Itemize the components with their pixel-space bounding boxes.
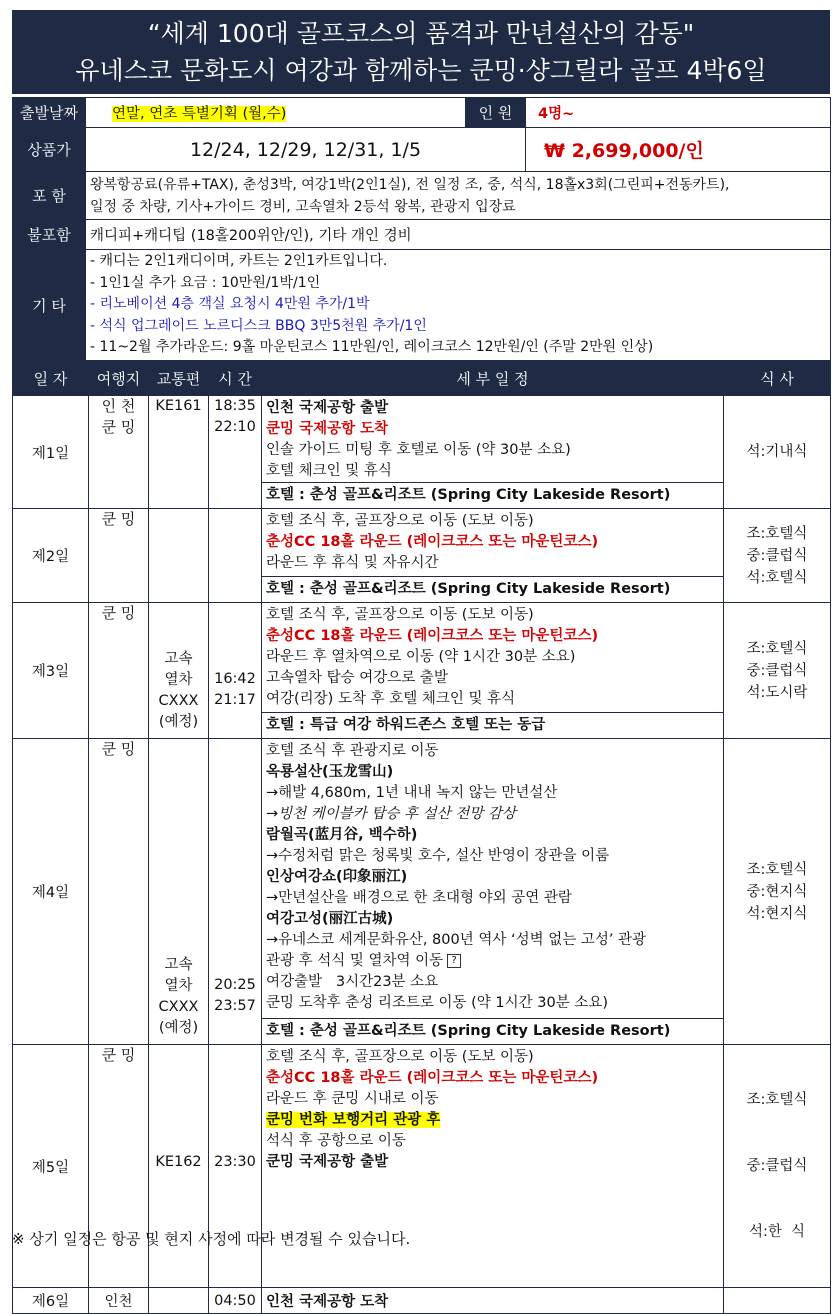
meal: 중:클럽식 xyxy=(746,547,808,564)
detail-line: 인천 국제공항 도착 xyxy=(262,1288,724,1314)
etc-line: - 리노베이션 4층 객실 요청시 4만원 추가/1박 xyxy=(90,296,370,313)
transport: KE161 xyxy=(155,398,202,414)
schedule-table xyxy=(12,361,831,1314)
include-line-1: 왕복항공료(유류+TAX), 춘성3박, 여강1박(2인1실), 전 일정 조, 중, 석식, 18홀x3회(그린피+전동카트), xyxy=(90,176,730,193)
day-row xyxy=(13,1288,831,1314)
time: 22:10 xyxy=(214,419,256,435)
meal: 조:호텔식 xyxy=(746,640,808,657)
meal: 석:한 식 xyxy=(748,1224,806,1240)
departure-label: 출발날짜 xyxy=(13,98,86,128)
detail-line: 여강고성(丽江古城) xyxy=(266,911,394,927)
day-label: 제5일 xyxy=(13,1045,89,1288)
detail-line: →수정처럼 맑은 청록빛 호수, 설산 반영이 장관을 이룸 xyxy=(266,848,610,864)
departure-dates: 12/24, 12/29, 12/31, 1/5 xyxy=(86,128,526,172)
meal: 석:호텔식 xyxy=(746,569,808,586)
include-label: 포 함 xyxy=(13,172,86,220)
time: 04:50 xyxy=(209,1288,262,1314)
place: 인천 xyxy=(89,1288,149,1314)
day-row xyxy=(13,1045,831,1288)
detail-line: 호텔 조식 후, 골프장으로 이동 (도보 이동) xyxy=(266,513,534,529)
place: 인 천 xyxy=(101,397,136,415)
day-row xyxy=(13,739,831,1045)
hotel-line: 호텔 : 특급 여강 하워드존스 호텔 또는 동급 xyxy=(262,712,723,737)
detail-line: 라운드 후 열차역으로 이동 (약 1시간 30분 소요) xyxy=(266,649,576,665)
title-line-1: “세계 100대 골프코스의 품격과 만년설산의 감동" xyxy=(147,19,695,48)
detail-line: 인솔 가이드 미팅 후 호텔로 이동 (약 30분 소요) xyxy=(266,442,571,458)
place: 쿤 밍 xyxy=(101,740,136,758)
include-line-2: 일정 중 차량, 기사+가이드 경비, 고속열차 2등석 왕복, 관광지 입장료 xyxy=(90,198,516,215)
place: 쿤 밍 xyxy=(101,604,136,622)
etc-line: - 캐디는 2인1캐디이며, 카트는 2인1카트입니다. xyxy=(90,253,388,270)
title-line-2: 유네스코 문화도시 여강과 함께하는 쿤밍·샹그릴라 골프 4박6일 xyxy=(75,56,767,85)
header-time: 시 간 xyxy=(209,362,262,396)
transport: CXXX xyxy=(158,693,199,709)
time: 23:57 xyxy=(214,998,256,1014)
detail-line: 호텔 조식 후, 골프장으로 이동 (도보 이동) xyxy=(266,607,534,623)
meal: 석:도시락 xyxy=(746,684,808,701)
etc-line: - 석식 업그레이드 노르디스크 BBQ 3만5천원 추가/1인 xyxy=(90,317,427,334)
meal: 중:현지식 xyxy=(746,883,808,900)
detail-line: 인상여강쇼(印象丽江) xyxy=(266,869,408,885)
detail-line: 라운드 후 휴식 및 자유시간 xyxy=(266,555,439,571)
hotel-line: 호텔 : 춘성 골프&리조트 (Spring City Lakeside Resort) xyxy=(262,1018,723,1043)
etc-line: - 11~2월 추가라운드: 9홀 마운틴코스 11만원/인, 레이크코스 12만원/인 (주말 2만원 인상) xyxy=(90,339,654,356)
meal: 조:호텔식 xyxy=(746,525,808,542)
detail-line: 쿤밍 국제공항 도착 xyxy=(266,421,389,437)
meal: 중:클럽식 xyxy=(746,1158,808,1174)
detail-line: 람월곡(蓝月谷, 백수하) xyxy=(266,827,418,843)
meal: 조:호텔식 xyxy=(746,1092,808,1108)
schedule-header-row xyxy=(13,362,831,396)
day-label: 제1일 xyxy=(13,396,89,509)
detail-line: 춘성CC 18홀 라운드 (레이크코스 또는 마운틴코스) xyxy=(266,628,599,644)
transport: KE162 xyxy=(155,1154,202,1170)
day-label: 제6일 xyxy=(13,1288,89,1314)
day-label: 제3일 xyxy=(13,603,89,739)
day-row xyxy=(13,396,831,509)
hotel-line: 호텔 : 춘성 골프&리조트 (Spring City Lakeside Resort) xyxy=(262,576,723,601)
pax-label: 인 원 xyxy=(466,98,526,128)
detail-line: 춘성CC 18홀 라운드 (레이크코스 또는 마운틴코스) xyxy=(266,534,599,550)
detail-line: 쿤밍 도착후 춘성 리조트로 이동 (약 1시간 30분 소요) xyxy=(266,995,608,1011)
detail-line: 호텔 체크인 및 휴식 xyxy=(266,463,392,479)
exclude-value: 캐디피+캐디팁 (18홀200위안/인), 기타 개인 경비 xyxy=(86,220,831,250)
header-details: 세 부 일 정 xyxy=(262,362,724,396)
meal: 석:현지식 xyxy=(746,905,808,922)
etc-line: - 1인1실 추가 요금 : 10만원/1박/1인 xyxy=(90,274,321,291)
time: 23:30 xyxy=(214,1154,256,1170)
detail-line: 옥룡설산(玉龙雪山) xyxy=(266,764,394,780)
detail-line: 쿤밍 번화 보행거리 관광 후 xyxy=(266,1112,441,1128)
transport: 열차 xyxy=(164,978,193,994)
day-row xyxy=(13,509,831,603)
transport: CXXX xyxy=(158,999,199,1015)
product-price-label: 상품가 xyxy=(13,128,86,172)
detail-line: 춘성CC 18홀 라운드 (레이크코스 또는 마운틴코스) xyxy=(266,1070,599,1086)
detail-line: →해발 4,680m, 1년 내내 녹지 않는 만년설산 xyxy=(266,785,558,801)
place: 쿤 밍 xyxy=(101,1046,136,1064)
header-meals: 식 사 xyxy=(724,362,831,396)
time: 18:35 xyxy=(214,398,256,414)
detail-line: 호텔 조식 후, 골프장으로 이동 (도보 이동) xyxy=(266,1049,534,1065)
detail-line: 관광 후 석식 및 열차역 이동 xyxy=(266,953,444,969)
transport: 열차 xyxy=(164,672,193,688)
detail-line: 여강출발 3시간23분 소요 xyxy=(266,974,439,990)
hotel-line: 호텔 : 춘성 골프&리조트 (Spring City Lakeside Resort) xyxy=(262,482,723,507)
detail-line: →유네스코 세계문화유산, 800년 역사 ‘성벽 없는 고성’ 관광 xyxy=(266,932,647,948)
day-label: 제2일 xyxy=(13,509,89,603)
transport: (예정) xyxy=(158,1020,199,1036)
time: 21:17 xyxy=(214,692,256,708)
detail-line: 라운드 후 쿤밍 시내로 이동 xyxy=(266,1091,439,1107)
detail-line: →빙천 케이블카 탑승 후 설산 전망 감상 xyxy=(266,806,516,822)
detail-line: 인천 국제공항 출발 xyxy=(266,400,389,416)
unknown-glyph-icon: ? xyxy=(447,954,461,968)
meal: 중:클럽식 xyxy=(746,662,808,679)
meal: 조:호텔식 xyxy=(746,861,808,878)
detail-line: 석식 후 공항으로 이동 xyxy=(266,1133,406,1149)
pax-value: 4명~ xyxy=(526,98,831,128)
place: 쿤 밍 xyxy=(101,510,136,528)
detail-line: 고속열차 탑승 여강으로 출발 xyxy=(266,670,448,686)
meal: 석:기내식 xyxy=(746,444,808,460)
time: 20:25 xyxy=(214,977,256,993)
detail-line: 여강(리장) 도착 후 호텔 체크인 및 휴식 xyxy=(266,691,516,707)
transport: 고속 xyxy=(164,957,193,973)
place: 쿤 밍 xyxy=(101,418,136,436)
etc-label: 기 타 xyxy=(13,250,86,361)
product-info-table xyxy=(12,97,831,361)
header-place: 여행지 xyxy=(89,362,149,396)
departure-value: 연말, 연초 특별기획 (월,수) xyxy=(112,106,287,122)
detail-line: 호텔 조식 후 관광지로 이동 xyxy=(266,743,439,759)
detail-line: →만년설산을 배경으로 한 초대형 야외 공연 관람 xyxy=(266,890,572,906)
header-transport: 교통편 xyxy=(149,362,209,396)
header-day: 일 자 xyxy=(13,362,89,396)
title-banner xyxy=(12,10,830,94)
footnote: ※ 상기 일정은 항공 및 현지 사정에 따라 변경될 수 있습니다. xyxy=(12,1230,411,1248)
time: 16:42 xyxy=(214,671,256,687)
detail-line: 쿤밍 국제공항 출발 xyxy=(266,1154,389,1170)
day-row xyxy=(13,603,831,739)
exclude-label: 불포함 xyxy=(13,220,86,250)
transport: (예정) xyxy=(158,714,199,730)
price: ₩ 2,699,000/인 xyxy=(526,128,831,172)
day-label: 제4일 xyxy=(13,739,89,1045)
transport: 고속 xyxy=(164,651,193,667)
